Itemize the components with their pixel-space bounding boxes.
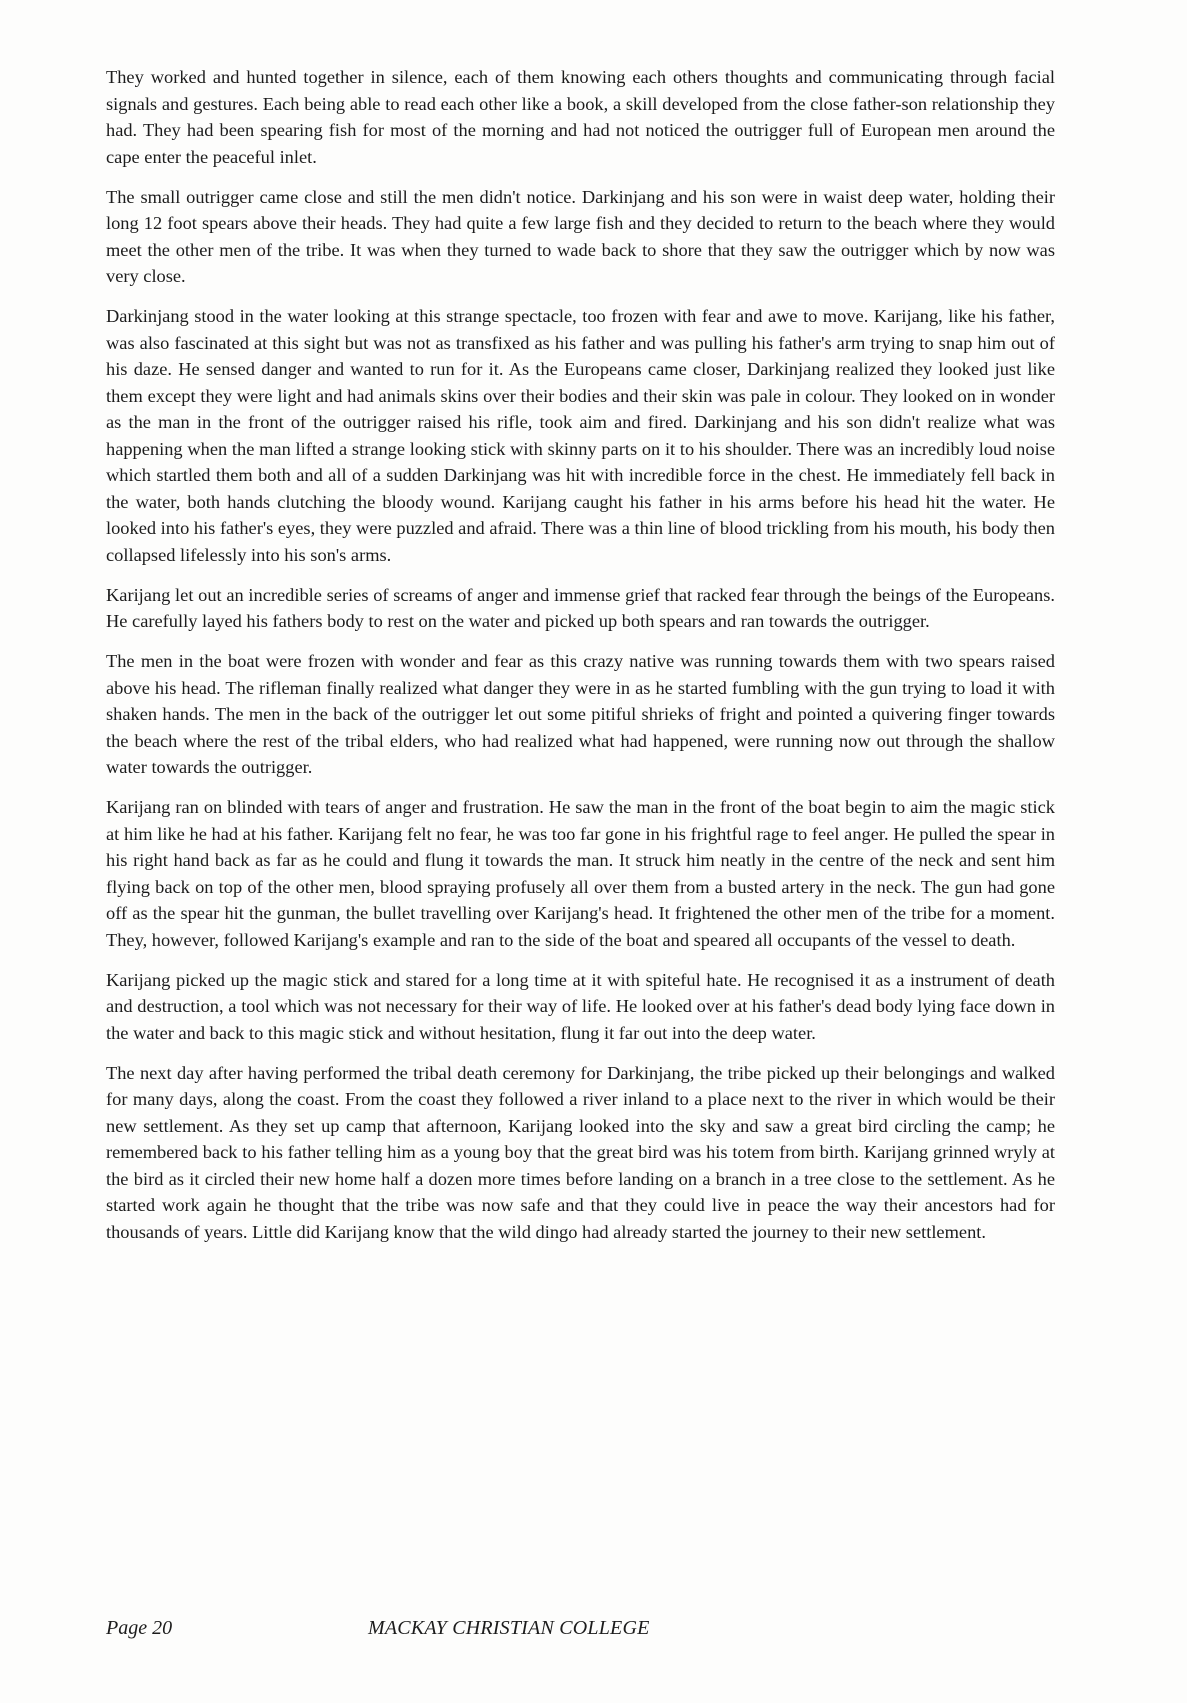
paragraph-6: Karijang ran on blinded with tears of anger and frustration. He saw the man in the front of the boat begin to aim the magic stick at him like he had at his father. Karijang felt no fear, he was too far gone in his frightful rage to feel anger. He pulled the spear in his right hand back as far as he could and flung it towards the man. It struck him neatly in the centre of the neck and sent him flying back on top of the other men, blood spraying profusely all over them from a busted artery in the neck. The gun had gone off as the spear hit the gunman, the bullet travelling over Karijang's head. It frightened the other men of the tribe for a moment. They, however, followed Karijang's example and ran to the side of the boat and speared all occupants of the vessel to death.	[106, 797, 1055, 950]
paragraph-4: Karijang let out an incredible series of screams of anger and immense grief that racked fear through the beings of the Europeans. He carefully layed his fathers body to rest on the water and picked up both spears and ran towards the outrigger.	[106, 584, 1055, 631]
page-footer	[106, 1617, 1055, 1647]
paragraph-3: Darkinjang stood in the water looking at this strange spectacle, too frozen with fear and awe to move. Karijang, like his father, was also fascinated at this sight but was not as transfixed as his father and was pulling his father's arm trying to snap him out of his daze. He sensed danger and wanted to run for it. As the Europeans came closer, Darkinjang realized they looked just like them except they were light and had animals skins over their bodies and their skin was pale in colour. They looked on in wonder as the man in the front of the outrigger raised his rifle, took aim and fired. Darkinjang and his son didn't realize what was happening when the man lifted a strange looking stick with skinny parts on it to his shoulder. There was an incredibly loud noise which startled them both and all of a sudden Darkinjang was hit with incredible force in the chest. He immediately fell back in the water, both hands clutching the bloody wound. Karijang caught his father in his arms before his head hit the water. He looked into his father's eyes, they were puzzled and afraid. There was a thin line of blood trickling from his mouth, his body then collapsed lifelessly into his son's arms.	[106, 306, 1055, 565]
paragraph-8: The next day after having performed the tribal death ceremony for Darkinjang, the tribe picked up their belongings and walked for many days, along the coast. From the coast they followed a river inland to a place next to the river in which would be their new settlement. As they set up camp that afternoon, Karijang looked into the sky and saw a great bird circling the camp; he remembered back to his father telling him as a young boy that the great bird was his totem from birth. Karijang grinned wryly at the bird as it circled their new home half a dozen more times before landing on a branch in a tree close to the settlement. As he started work again he thought that the tribe was now safe and that they could live in peace the way their ancestors had for thousands of years. Little did Karijang know that the wild dingo had already started the journey to their new settlement.	[106, 1062, 1055, 1242]
paragraph-1: They worked and hunted together in silence, each of them knowing each others thoughts and communicating through facial signals and gestures. Each being able to read each other like a book, a skill developed from the close father-son relationship they had. They had been spearing fish for most of the morning and had not noticed the outrigger full of European men around the cape enter the peaceful inlet.	[106, 67, 1055, 167]
college-name: MACKAY CHRISTIAN COLLEGE	[368, 1617, 650, 1639]
page-number: Page 20	[106, 1617, 173, 1639]
paragraph-5: The men in the boat were frozen with wonder and fear as this crazy native was running towards them with two spears raised above his head. The rifleman finally realized what danger they were in as he started fumbling with the gun trying to load it with shaken hands. The men in the back of the outrigger let out some pitiful shrieks of fright and pointed a quivering finger towards the beach where the rest of the tribal elders, who had realized what had happened, were running now out through the shallow water towards the outrigger.	[106, 651, 1055, 777]
paragraph-2: The small outrigger came close and still the men didn't notice. Darkinjang and his son were in waist deep water, holding their long 12 foot spears above their heads. They had quite a few large fish and they decided to return to the beach where they would meet the other men of the tribe. It was when they turned to wade back to shore that they saw the outrigger which by now was very close.	[106, 186, 1055, 286]
story-body	[106, 64, 1055, 1259]
paragraph-7: Karijang picked up the magic stick and stared for a long time at it with spiteful hate. He recognised it as a instrument of death and destruction, a tool which was not necessary for their way of life. He looked over at his father's dead body lying face down in the water and back to this magic stick and without hesitation, flung it far out into the deep water.	[106, 969, 1055, 1043]
